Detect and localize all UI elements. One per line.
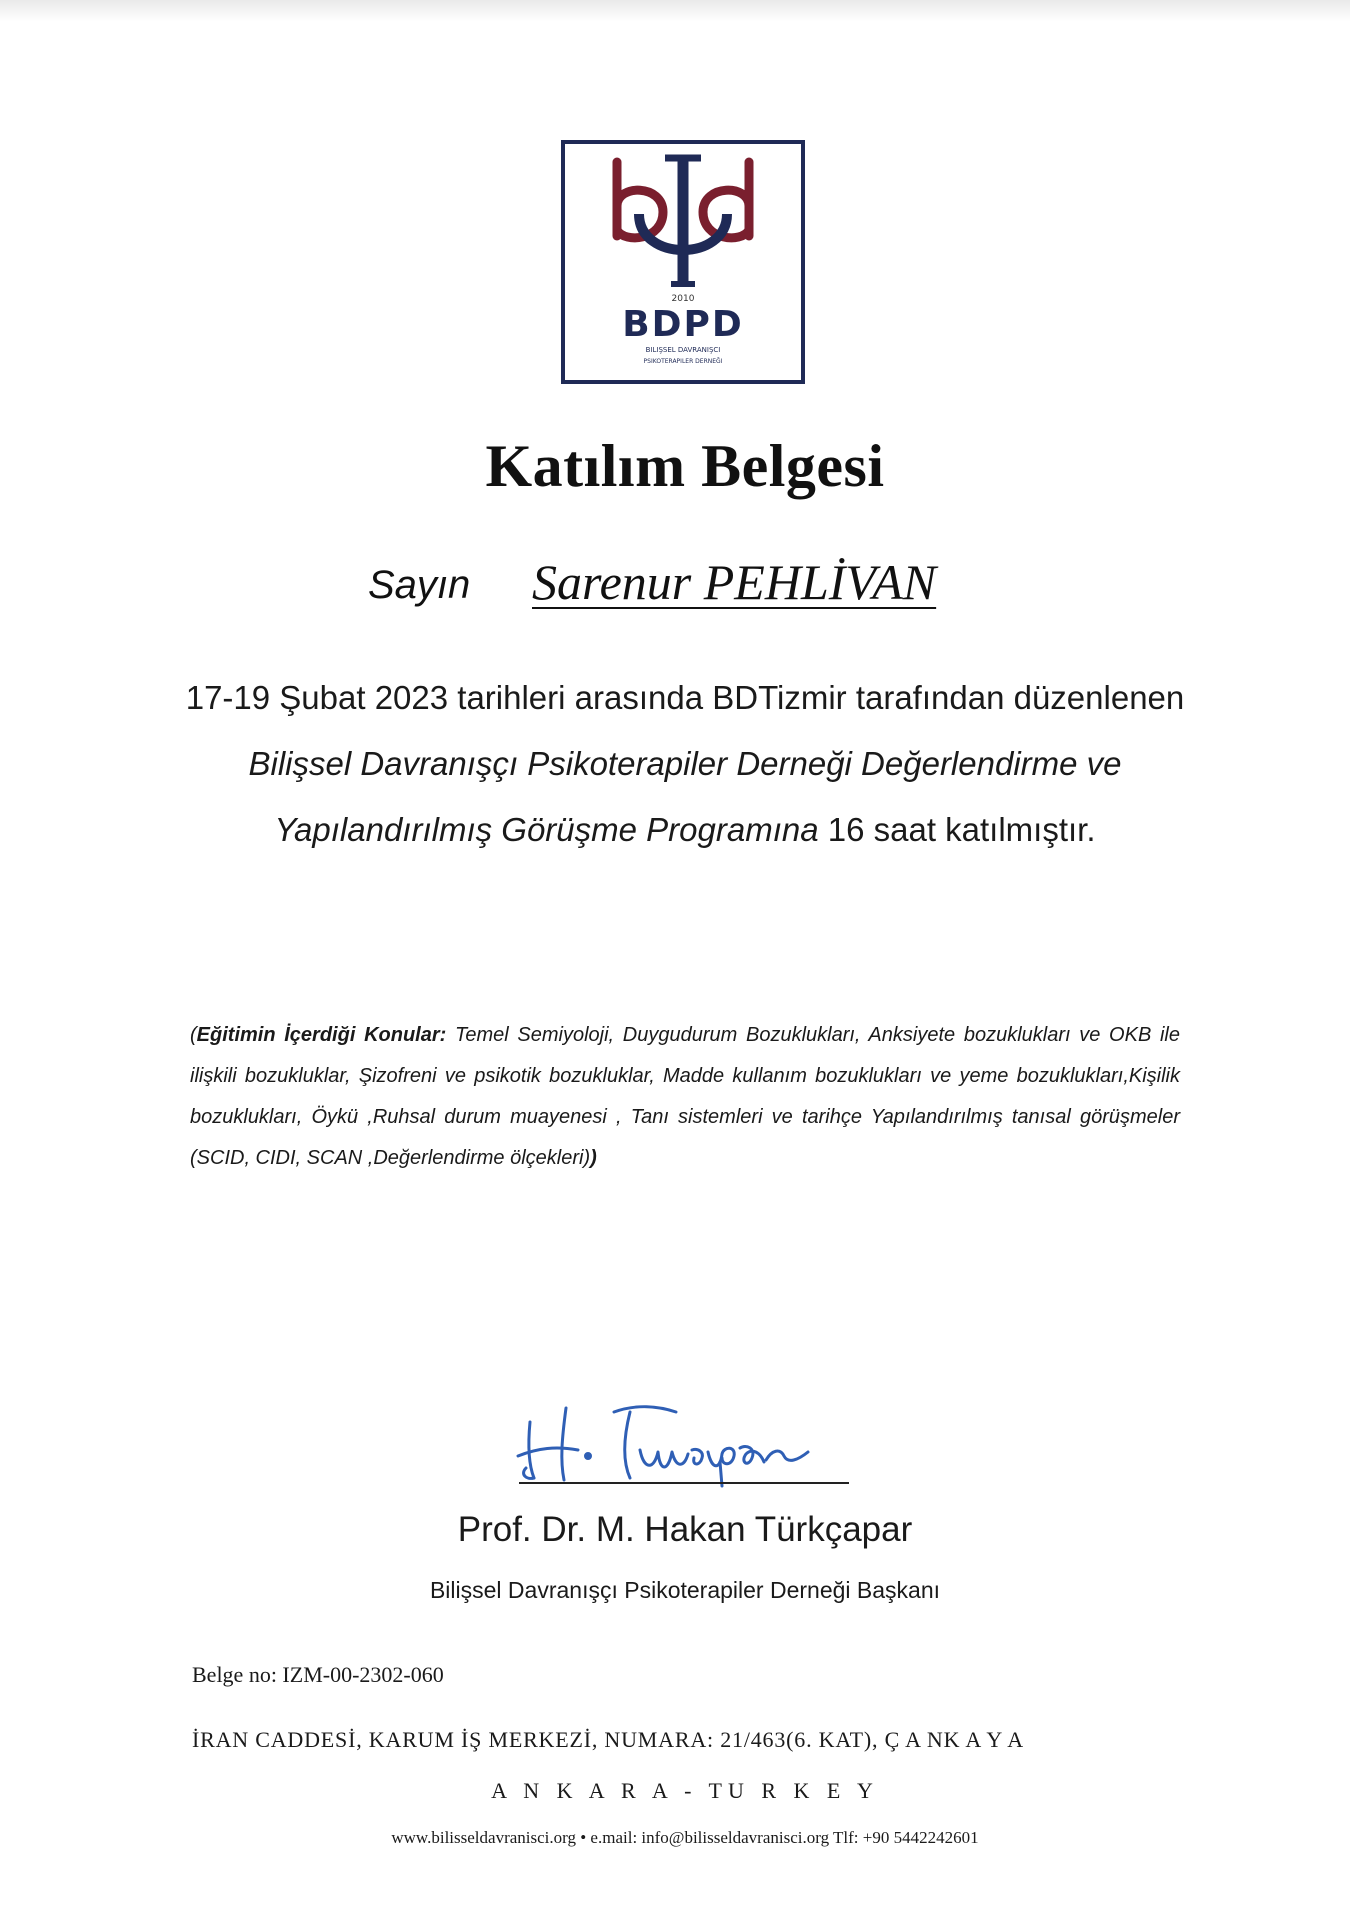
topics-text: Temel Semiyoloji, Duygudurum Bozuklukları, Anksiyete bozuklukları ve OKB ile ilişkili bozukluklar, Şizofreni ve psikotik bozukluklar, Madde kullanım bozuklukları ve yeme bozuklukları,Kişilik bozuklukları, Öykü ,Ruhsal durum muayenesi , Tanı sistemleri ve tarihçe Yapılandırılmış tanısal görüşmeler (SCID, CIDI, SCAN ,Değerlendirme ölçekleri) <box>190 1024 1180 1169</box>
topics-close: ) <box>590 1147 597 1169</box>
logo-year: 2010 <box>671 294 695 304</box>
document-number: Belge no: IZM-00-2302-060 <box>192 1662 444 1687</box>
logo-acronym: BDPD <box>622 304 744 345</box>
recipient-name: Sarenur PEHLİVAN <box>532 554 937 610</box>
city-country: A N K A R A - TU R K E Y <box>491 1778 879 1803</box>
address: İRAN CADDESİ, KARUM İŞ MERKEZİ, NUMARA: 21/463(6. KAT), Ç A NK A Y A <box>192 1727 1024 1752</box>
topics-open: ( <box>190 1024 197 1046</box>
signature-line <box>519 1482 849 1484</box>
psi-emblem-icon <box>565 144 801 380</box>
training-topics <box>190 1015 1180 1179</box>
page-top-shadow <box>0 0 1350 22</box>
salutation: Sayın <box>368 563 471 607</box>
logo-line1: BILIŞSEL DAVRANIŞCI <box>645 346 721 354</box>
topics-label: Eğitimin İçerdiği Konular: <box>196 1024 447 1046</box>
certificate-body <box>185 665 1185 863</box>
bdpd-logo <box>561 140 805 384</box>
body-part1: 17-19 Şubat 2023 tarihleri arasında BDTizmir tarafından düzenlenen <box>185 679 1185 716</box>
signer-name: Prof. Dr. M. Hakan Türkçapar <box>457 1510 913 1549</box>
contact-info: www.bilisseldavranisci.org • e.mail: info@bilisseldavranisci.org Tlf: +90 5442242601 <box>391 1828 979 1847</box>
logo-line2: PSIKOTERAPILER DERNEĞI <box>643 358 723 365</box>
body-part2: 16 saat katılmıştır. <box>818 811 1096 848</box>
certificate-title: Katılım Belgesi <box>485 433 885 499</box>
program-name: Bilişsel Davranışçı Psikoterapiler Derneği Değerlendirme ve Yapılandırılmış Görüşme Programına <box>248 745 1122 848</box>
signer-title: Bilişsel Davranışçı Psikoterapiler Derneği Başkanı <box>429 1577 941 1603</box>
